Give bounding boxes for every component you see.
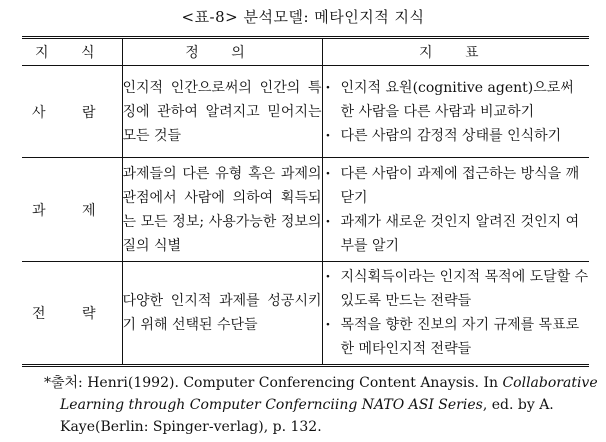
indicator-item: · 과제가 새로운 것인지 알려진 것인지 여부를 알기 [323,210,590,258]
indicator-item: · 인지적 요원(cognitive agent)으로써 한 사람을 다른 사람과 비교하기 [323,76,590,124]
row-term: 사 람 [22,66,122,158]
table-row [22,66,589,158]
source-suffix: , ed. by A. Kaye(Berlin: Spinger-verlag), p. 132. [60,397,554,435]
indicator-item: · 지식획득이라는 인지적 목적에 도달할 수 있도록 만드는 전략들 [323,265,590,313]
indicator-item: · 다른 사람의 감정적 상태를 인식하기 [323,124,590,148]
source-citation [44,372,600,438]
header-indicator: 지 표 [322,38,589,66]
header-definition: 정 의 [122,38,322,66]
row-term: 과 제 [22,158,122,262]
metacognitive-knowledge-table [22,36,589,367]
indicator-item: · 목적을 향한 진보의 자기 규제를 목표로 한 메타인지적 전략들 [323,313,590,361]
row-indicators [322,66,589,158]
row-definition: 과제들의 다른 유형 혹은 과제의 관점에서 사람에 의하여 획득되는 모든 정보; 사용가능한 정보의 질의 식별 [122,158,322,262]
source-prefix: *출처: Henri(1992). Computer Conferencing Content Anaysis. In [44,375,503,391]
header-knowledge: 지 식 [22,38,122,66]
indicator-item: · 다른 사람이 과제에 접근하는 방식을 깨닫기 [323,162,590,210]
row-definition: 다양한 인지적 과제를 성공시키기 위해 선택된 수단들 [122,262,322,366]
table-row [22,158,589,262]
table-row [22,262,589,366]
table-header-row [22,38,589,66]
row-definition: 인지적 인간으로써의 인간의 특징에 관하여 알려지고 믿어지는 모든 것들 [122,66,322,158]
row-term: 전 략 [22,262,122,366]
source-title: Collaborative Learning through Computer Confernciing NATO ASI Series [60,375,598,413]
row-indicators [322,262,589,366]
table-caption: <표-8> 분석모델: 메타인지적 지식 [181,8,425,26]
row-indicators [322,158,589,262]
